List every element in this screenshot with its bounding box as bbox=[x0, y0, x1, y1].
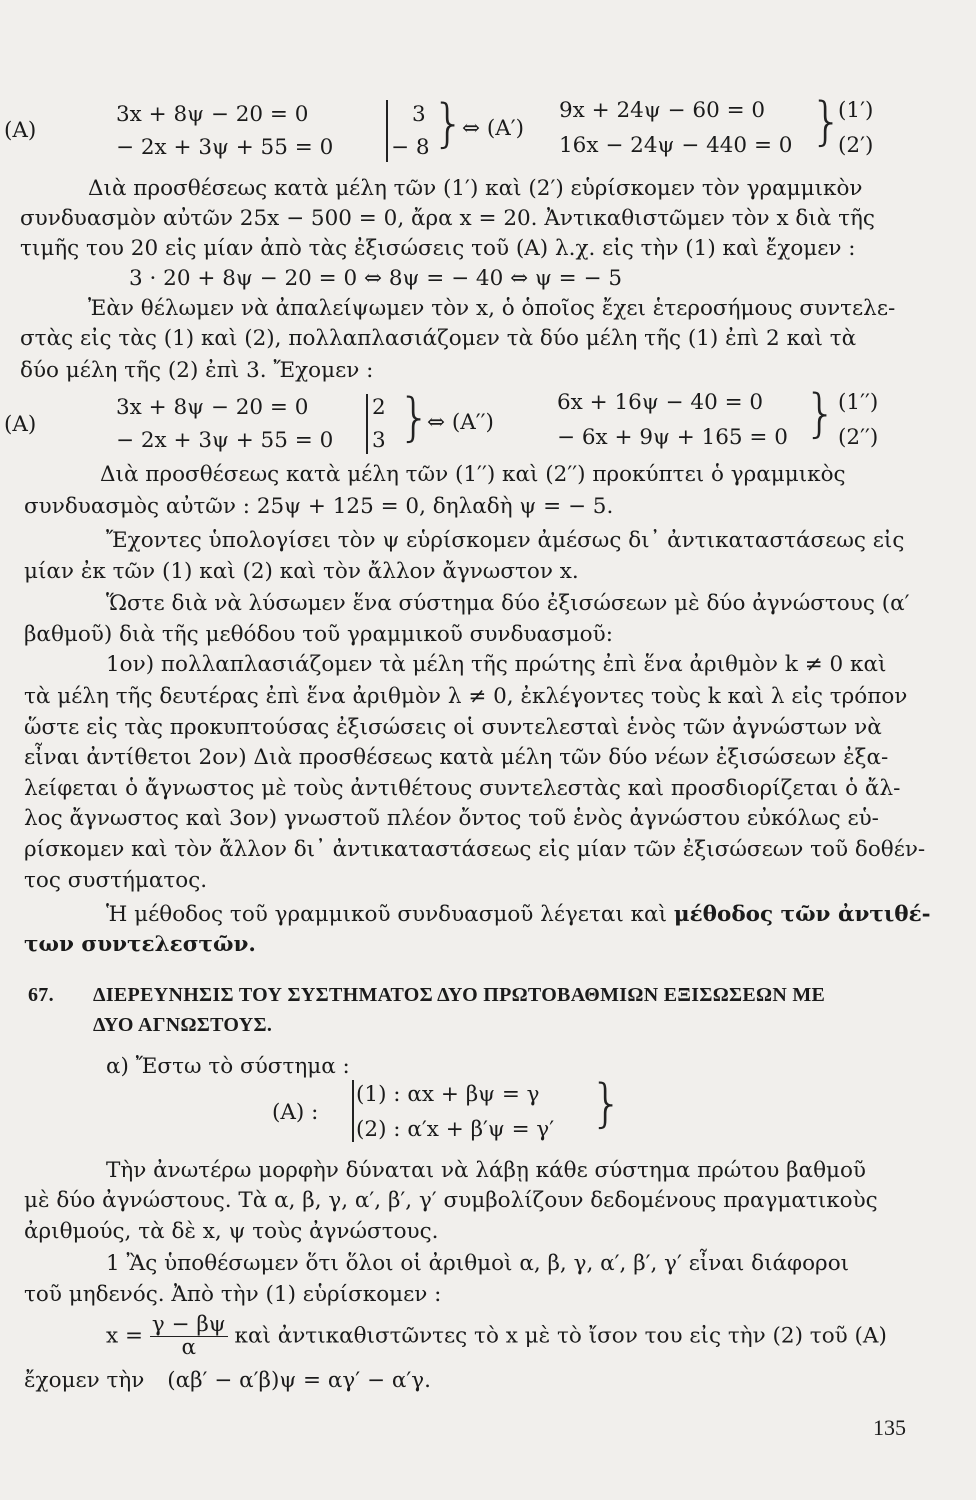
text-line: στὰς εἰς τὰς (1) καὶ (2), πολλαπλασιάζομεν τὰ δύο μέλη τῆς (1) ἐπὶ 2 καὶ τὰ bbox=[20, 326, 857, 351]
fraction-denominator: α bbox=[181, 1335, 196, 1360]
text-line: μίαν ἐκ τῶν (1) καὶ (2) καὶ τὸν ἄλλον ἄγνωστον x. bbox=[24, 559, 579, 584]
text-line: τοῦ μηδενός. Ἀπὸ τὴν (1) εὑρίσκομεν : bbox=[24, 1282, 442, 1307]
divider-bar bbox=[366, 394, 368, 454]
section-heading: ΔΙΕΡΕΥΝΗΣΙΣ ΤΟΥ ΣΥΣΤΗΜΑΤΟΣ ΔΥΟ ΠΡΩΤΟΒΑΘΜΙΩΝ ΕΞΙΣΩΣΕΩΝ ΜΕ bbox=[93, 984, 826, 1006]
equation: (αβ′ − α′β)ψ = αγ′ − α′γ. bbox=[167, 1368, 431, 1393]
text-line: Ὥστε διὰ νὰ λύσωμεν ἕνα σύστημα δύο ἐξισώσεων μὲ δύο ἀγνώστους (α′ bbox=[106, 591, 910, 616]
multiplier: 3 bbox=[412, 102, 426, 127]
text-line: ρίσκομεν καὶ τὸν ἄλλον δι᾽ ἀντικαταστάσεως εἰς μίαν τῶν ἐξισώσεων τοῦ δοθέν- bbox=[24, 837, 926, 862]
equation: 3 · 20 + 8ψ − 20 = 0 ⇔ 8ψ = − 40 ⇔ ψ = − 5 bbox=[129, 266, 623, 291]
text-line: Τὴν ἀνωτέρω μορφὴν δύναται νὰ λάβῃ κάθε σύστημα πρώτου βαθμοῦ bbox=[106, 1158, 866, 1183]
text-line: τος συστήματος. bbox=[24, 868, 208, 893]
page-number: 135 bbox=[873, 1415, 906, 1440]
multiplier: 3 bbox=[372, 428, 386, 453]
equation: 3x + 8ψ − 20 = 0 bbox=[116, 102, 309, 127]
right-brace: } bbox=[810, 92, 844, 152]
equivalence: ⇔ (A′′) bbox=[427, 410, 494, 435]
equation: − 6x + 9ψ + 165 = 0 bbox=[557, 425, 788, 450]
equation-tag: (1′) bbox=[838, 98, 874, 123]
text-line: τιμῆς του 20 εἰς μίαν ἀπὸ τὰς ἐξισώσεις τοῦ (A) λ.χ. εἰς τὴν (1) καὶ ἔχομεν : bbox=[20, 236, 856, 261]
equation: 9x + 24ψ − 60 = 0 bbox=[559, 98, 766, 123]
text-span: ἔχομεν τὴν bbox=[24, 1368, 145, 1393]
text-line: δύο μέλη τῆς (2) ἐπὶ 3. Ἔχομεν : bbox=[20, 358, 374, 383]
equation: − 2x + 3ψ + 55 = 0 bbox=[116, 428, 334, 453]
equation-tag: (2′) bbox=[838, 133, 874, 158]
text-line: Διὰ προσθέσεως κατὰ μέλη τῶν (1′′) καὶ (2′′) προκύπτει ὁ γραμμικὸς bbox=[100, 462, 846, 487]
text-line: Διὰ προσθέσεως κατὰ μέλη τῶν (1′) καὶ (2′) εὑρίσκομεν τὸν γραμμικὸν bbox=[88, 176, 863, 201]
fraction bbox=[150, 1314, 228, 1359]
text-line: 1 Ἂς ὑποθέσωμεν ὅτι ὅλοι οἱ ἀριθμοὶ α, β, γ, α′, β′, γ′ εἶναι διάφοροι bbox=[106, 1251, 850, 1276]
equation: 6x + 16ψ − 40 = 0 bbox=[557, 390, 764, 415]
text-line: λείφεται ὁ ἄγνωστος μὲ τοὺς ἀντιθέτους συντελεστὰς καὶ προσδιορίζεται ὁ ἄλ- bbox=[24, 776, 901, 801]
text-span: καὶ ἀντικαθιστῶντες τὸ x μὲ τὸ ἴσον του εἰς τὴν (2) τοῦ (A) bbox=[234, 1323, 887, 1349]
equivalence: ⇔ (A′) bbox=[462, 116, 525, 141]
text-line: εἶναι ἀντίθετοι 2ον) Διὰ προσθέσεως κατὰ μέλη τῶν δύο νέων ἐξισώσεων ἐξα- bbox=[24, 745, 889, 770]
text-line: α) Ἔστω τὸ σύστημα : bbox=[106, 1054, 350, 1079]
equation-tag: (2′′) bbox=[838, 425, 879, 450]
fraction-equation bbox=[106, 1314, 887, 1359]
text-line: μὲ δύο ἀγνώστους. Τὰ α, β, γ, α′, β′, γ′ συμβολίζουν δεδομένους πραγματικοὺς bbox=[24, 1188, 878, 1213]
text-line: τὰ μέλη τῆς δευτέρας ἐπὶ ἕνα ἀριθμὸν λ ≠ 0, ἐκλέγοντες τοὺς k καὶ λ εἰς τρόπον bbox=[24, 684, 908, 709]
equation: − 2x + 3ψ + 55 = 0 bbox=[116, 135, 334, 160]
right-brace: } bbox=[590, 1074, 624, 1134]
bold-term: των συντελεστῶν. bbox=[24, 932, 256, 957]
equation: 3x + 8ψ − 20 = 0 bbox=[116, 395, 309, 420]
multiplier: − 8 bbox=[391, 135, 430, 160]
text-line: Ἔχοντες ὑπολογίσει τὸν ψ εὑρίσκομεν ἀμέσως δι᾽ ἀντικαταστάσεως εἰς bbox=[106, 528, 905, 553]
text-line: βαθμοῦ) διὰ τῆς μεθόδου τοῦ γραμμικοῦ συνδυασμοῦ: bbox=[24, 622, 613, 647]
system-label: (A) bbox=[4, 412, 37, 437]
section-heading: ΔΥΟ ΑΓΝΩΣΤΟΥΣ. bbox=[93, 1014, 273, 1036]
text-line bbox=[24, 1368, 431, 1394]
divider-bar bbox=[386, 100, 388, 162]
text-line: Ἐὰν θέλωμεν νὰ ἀπαλείψωμεν τὸν x, ὁ ὁποῖος ἔχει ἑτεροσήμους συντελε- bbox=[88, 296, 896, 321]
system-label: (A) bbox=[4, 118, 37, 143]
system-label: (A) : bbox=[272, 1100, 319, 1125]
text-line: συνδυασμὸς αὐτῶν : 25ψ + 125 = 0, δηλαδὴ ψ = − 5. bbox=[24, 494, 614, 519]
equation: (1) : αx + βψ = γ bbox=[356, 1082, 540, 1107]
section-number: 67. bbox=[28, 984, 54, 1006]
bold-term: μέθοδος τῶν ἀντιθέ- bbox=[673, 902, 931, 927]
equation-tag: (1′′) bbox=[838, 390, 879, 415]
text-line: 1ον) πολλαπλασιάζομεν τὰ μέλη τῆς πρώτης ἐπὶ ἕνα ἀριθμὸν k ≠ 0 καὶ bbox=[106, 652, 887, 677]
right-brace: } bbox=[804, 384, 838, 444]
right-brace: } bbox=[432, 94, 466, 154]
multiplier: 2 bbox=[372, 395, 386, 420]
equation: 16x − 24ψ − 440 = 0 bbox=[559, 133, 793, 158]
text-line: ὥστε εἰς τὰς προκυπτούσας ἐξισώσεις οἱ συντελεσταὶ ἑνὸς τῶν ἀγνώστων νὰ bbox=[24, 715, 882, 740]
text-line: λος ἄγνωστος καὶ 3ον) γνωστοῦ πλέον ὄντος τοῦ ἑνὸς ἀγνώστου εὐκόλως εὑ- bbox=[24, 806, 879, 831]
equation-lhs: x = bbox=[106, 1323, 143, 1349]
text-line bbox=[106, 902, 931, 928]
equation: (2) : α′x + β′ψ = γ′ bbox=[356, 1117, 555, 1142]
text-line: συνδυασμὸν αὐτῶν 25x − 500 = 0, ἄρα x = 20. Ἀντικαθιστῶμεν τὸν x διὰ τῆς bbox=[20, 206, 875, 231]
fraction-numerator: γ − βψ bbox=[151, 1312, 226, 1337]
text-line: ἀριθμούς, τὰ δὲ x, ψ τοὺς ἀγνώστους. bbox=[24, 1219, 439, 1244]
right-brace: } bbox=[398, 388, 432, 448]
text-span: Ἡ μέθοδος τοῦ γραμμικοῦ συνδυασμοῦ λέγεται καὶ bbox=[106, 902, 668, 927]
divider-bar bbox=[352, 1080, 354, 1142]
